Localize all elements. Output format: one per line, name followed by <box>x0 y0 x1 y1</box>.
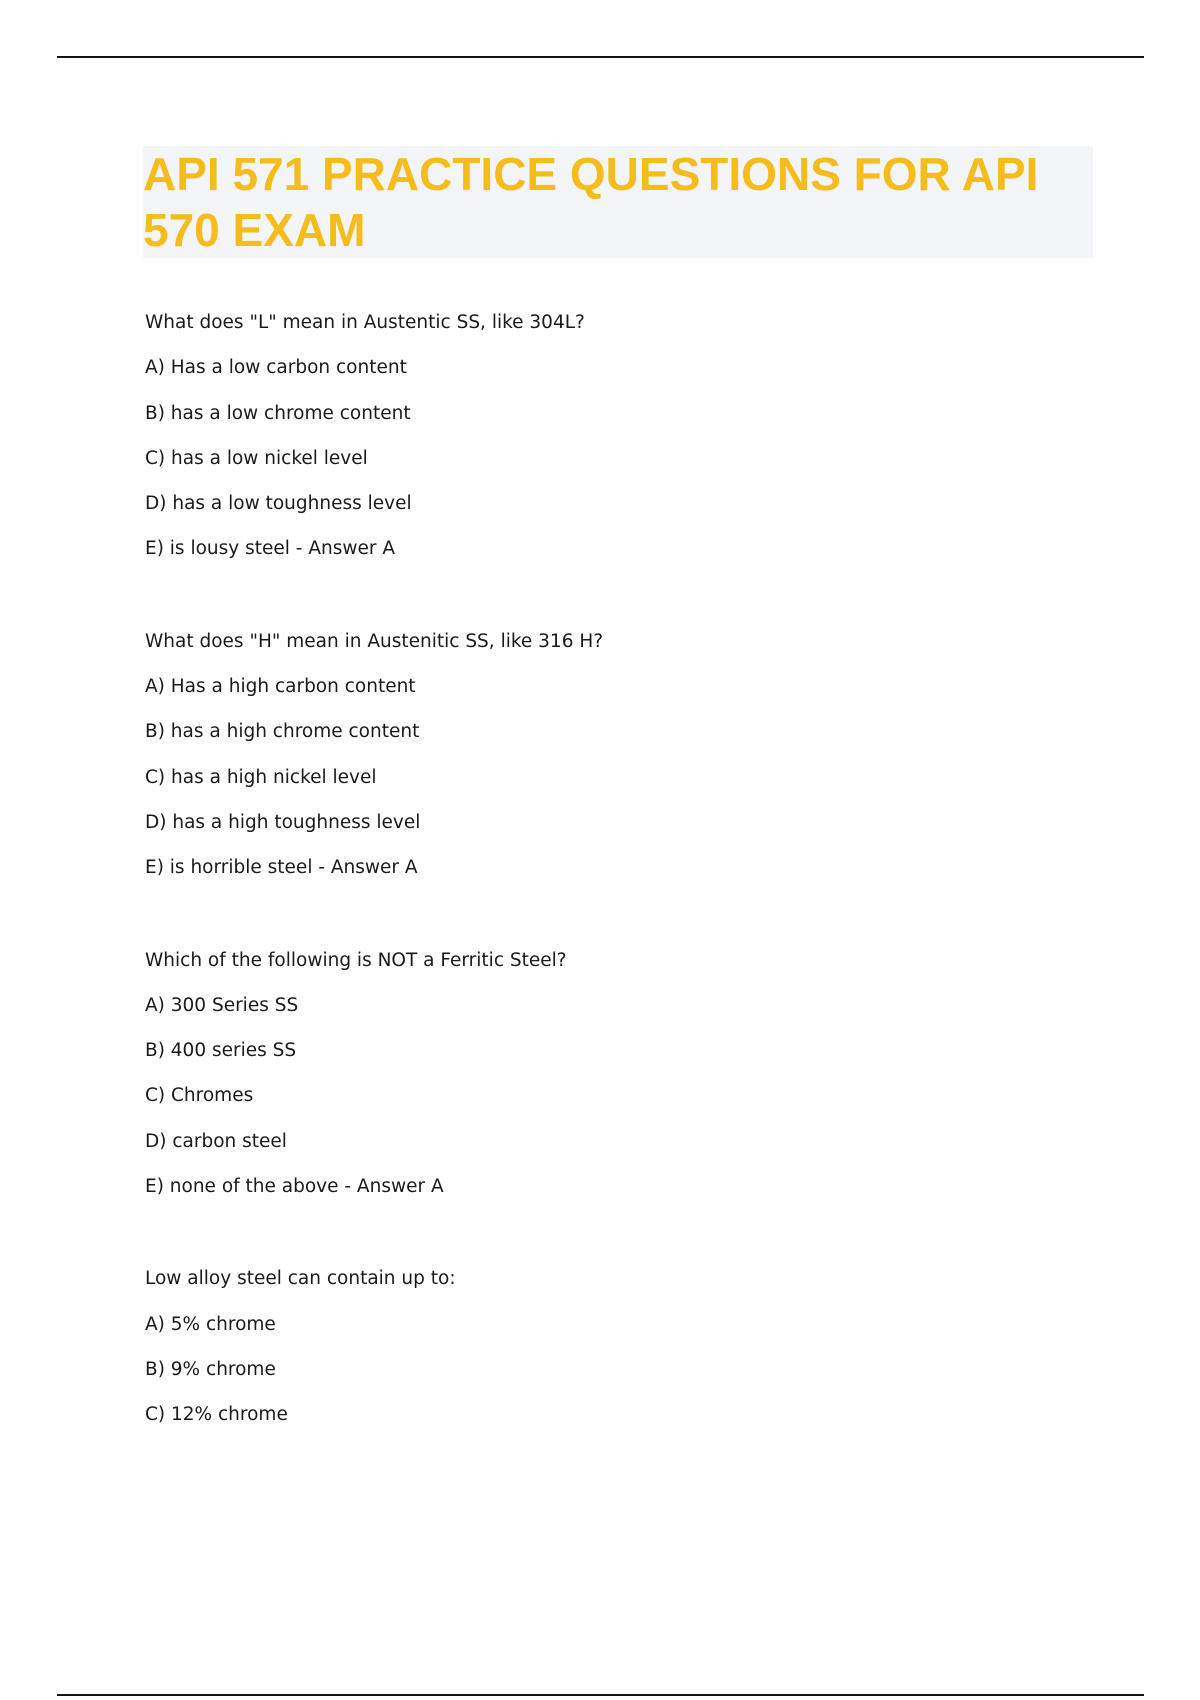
question-text: Which of the following is NOT a Ferritic Steel? <box>145 949 567 971</box>
option-e-answer: E) none of the above - Answer A <box>145 1176 444 1198</box>
document-title: API 571 PRACTICE QUESTIONS FOR API 570 EXAM <box>143 148 1039 256</box>
option-b: B) has a low chrome content <box>145 402 411 424</box>
option-a: A) Has a high carbon content <box>145 676 416 698</box>
question-4 <box>145 1256 1085 1437</box>
option-d: D) has a high toughness level <box>145 811 421 833</box>
question-text: What does "H" mean in Austenitic SS, like 316 H? <box>145 630 604 652</box>
question-2 <box>145 619 1085 891</box>
option-d: D) has a low toughness level <box>145 493 412 515</box>
option-a: A) 5% chrome <box>145 1313 276 1335</box>
option-c: C) 12% chrome <box>145 1404 288 1426</box>
top-rule <box>57 56 1144 58</box>
option-c: C) has a high nickel level <box>145 766 377 788</box>
title-block <box>143 146 1093 258</box>
option-b: B) 400 series SS <box>145 1040 297 1062</box>
option-b: B) has a high chrome content <box>145 721 420 743</box>
bottom-rule <box>57 1694 1144 1696</box>
option-c: C) Chromes <box>145 1085 254 1107</box>
option-d: D) carbon steel <box>145 1130 287 1152</box>
question-3 <box>145 938 1085 1210</box>
question-list <box>145 300 1085 1485</box>
option-e-answer: E) is horrible steel - Answer A <box>145 857 418 879</box>
question-1 <box>145 300 1085 572</box>
question-text: What does "L" mean in Austentic SS, like 304L? <box>145 312 585 333</box>
option-b: B) 9% chrome <box>145 1358 276 1380</box>
option-a: A) Has a low carbon content <box>145 357 407 379</box>
option-a: A) 300 Series SS <box>145 994 299 1016</box>
option-e-answer: E) is lousy steel - Answer A <box>145 538 396 560</box>
option-c: C) has a low nickel level <box>145 447 368 469</box>
question-text: Low alloy steel can contain up to: <box>145 1268 456 1290</box>
